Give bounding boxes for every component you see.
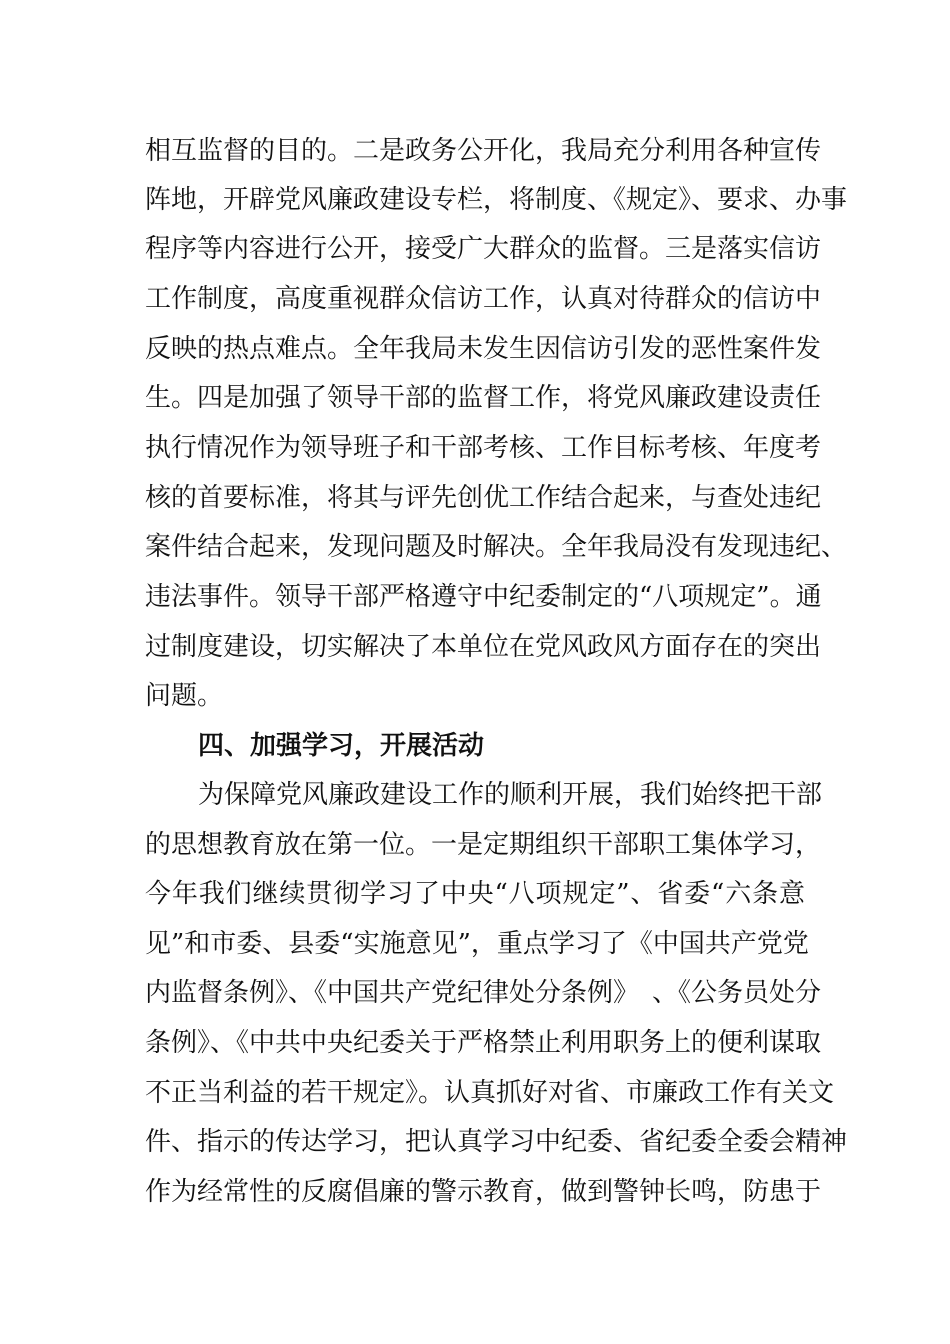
body-text-line: 见”和市委、县委“实施意见”，重点学习了《中国共产党党 (145, 929, 809, 959)
body-text-line: 问题。 (145, 681, 224, 711)
body-text-line: 阵地，开辟党风廉政建设专栏，将制度、《规定》、要求、办事 (145, 185, 848, 215)
body-text-line: 过制度建设，切实解决了本单位在党风政风方面存在的突出 (145, 632, 822, 662)
body-text-line: 违法事件。领导干部严格遵守中纪委制定的“八项规定”。通 (145, 582, 822, 612)
body-text-line: 相互监督的目的。二是政务公开化，我局充分利用各种宣传 (145, 136, 822, 166)
body-text-line: 条例》、《中共中央纪委关于严格禁止利用职务上的便利谋取 (145, 1028, 822, 1058)
section-heading: 四、加强学习，开展活动 (198, 731, 485, 761)
body-text-line: 执行情况作为领导班子和干部考核、工作目标考核、年度考 (145, 433, 822, 463)
body-text-line: 的思想教育放在第一位。一是定期组织干部职工集体学习， (145, 830, 822, 860)
body-text-line: 程序等内容进行公开，接受广大群众的监督。三是落实信访 (145, 234, 822, 264)
body-text-line: 案件结合起来，发现问题及时解决。全年我局没有发现违纪、 (145, 532, 848, 562)
body-text-line: 核的首要标准，将其与评先创优工作结合起来，与查处违纪 (145, 483, 822, 513)
body-text-line: 今年我们继续贯彻学习了中央“八项规定”、省委“六条意 (145, 879, 805, 909)
body-text-line: 内监督条例》、《中国共产党纪律处分条例》 、《公务员处分 (145, 978, 822, 1008)
body-text-line: 不正当利益的若干规定》。认真抓好对省、市廉政工作有关文 (145, 1078, 835, 1108)
body-text-line: 生。四是加强了领导干部的监督工作，将党风廉政建设责任 (145, 383, 822, 413)
body-text-line: 为保障党风廉政建设工作的顺利开展，我们始终把干部 (198, 780, 823, 810)
body-text-line: 反映的热点难点。全年我局未发生因信访引发的恶性案件发 (145, 334, 822, 364)
body-text-line: 作为经常性的反腐倡廉的警示教育，做到警钟长鸣，防患于 (145, 1177, 822, 1207)
body-text-line: 工作制度，高度重视群众信访工作，认真对待群众的信访中 (145, 284, 822, 314)
body-text-line: 件、指示的传达学习，把认真学习中纪委、省纪委全委会精神 (145, 1127, 848, 1157)
